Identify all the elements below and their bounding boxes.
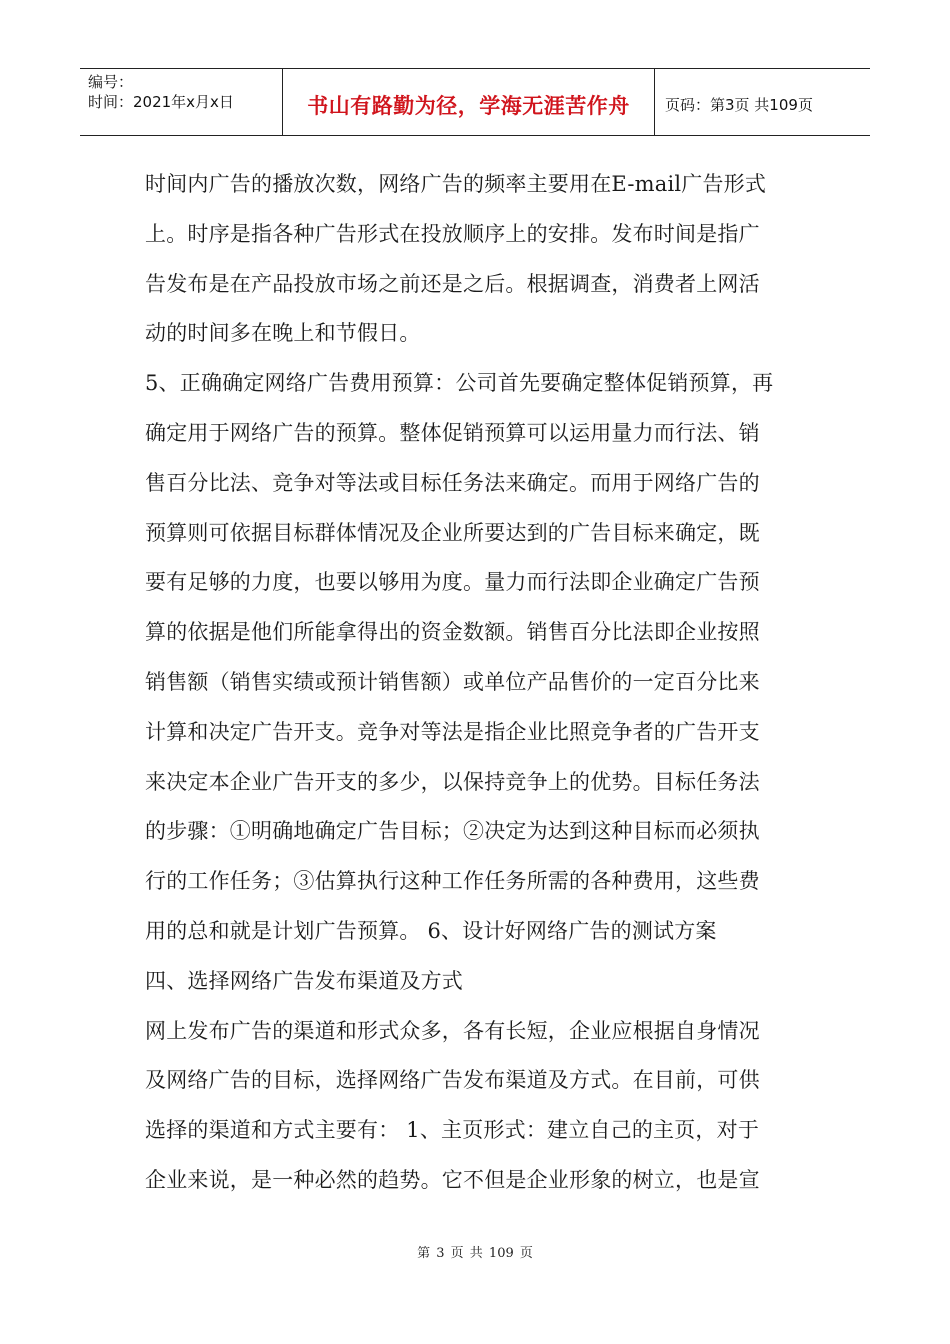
body-line: 企业来说，是一种必然的趋势。它不但是企业形象的树立，也是宣 <box>145 1167 760 1192</box>
body-line: 要有足够的力度，也要以够用为度。量力而行法即企业确定广告预 <box>145 570 760 595</box>
body-line: 时间内广告的播放次数，网络广告的频率主要用在E-mail广告形式 <box>145 172 767 196</box>
body-line: 告发布是在产品投放市场之前还是之后。根据调查，消费者上网活 <box>145 271 760 296</box>
body-line: 网上发布广告的渠道和形式众多，各有长短，企业应根据自身情况 <box>145 1018 760 1043</box>
body-line: 行的工作任务；③估算执行这种工作任务所需的各种费用，这些费 <box>145 869 760 894</box>
body-line: 计算和决定广告开支。竞争对等法是指企业比照竞争者的广告开支 <box>145 719 760 744</box>
body-line: 算的依据是他们所能拿得出的资金数额。销售百分比法即企业按照 <box>145 620 760 645</box>
header-motto: 书山有路勤为径，学海无涯苦作舟 <box>283 69 655 135</box>
page-header <box>80 68 870 136</box>
body-line: 确定用于网络广告的预算。整体促销预算可以运用量力而行法、销 <box>145 420 760 445</box>
page-footer: 第 3 页 共 109 页 <box>417 1246 533 1261</box>
body-line: 5、正确确定网络广告费用预算：公司首先要确定整体促销预算，再 <box>145 371 774 396</box>
body-line: 用的总和就是计划广告预算。 6、设计好网络广告的测试方案 <box>145 918 717 943</box>
body-line: 选择的渠道和方式主要有： 1、主页形式：建立自己的主页，对于 <box>145 1118 760 1143</box>
body-line: 来决定本企业广告开支的多少，以保持竞争上的优势。目标任务法 <box>145 769 760 794</box>
body-line: 及网络广告的目标，选择网络广告发布渠道及方式。在目前，可供 <box>145 1068 760 1093</box>
header-page-info: 页码：第3页 共109页 <box>665 95 813 114</box>
header-left-cell <box>80 69 283 135</box>
document-number-label: 编号： <box>88 73 134 91</box>
section-heading: 四、选择网络广告发布渠道及方式 <box>145 968 463 993</box>
body-line: 销售额（销售实绩或预计销售额）或单位产品售价的一定百分比来 <box>145 669 760 694</box>
body-line: 预算则可依据目标群体情况及企业所要达到的广告目标来确定，既 <box>145 520 760 545</box>
body-line: 上。时序是指各种广告形式在投放顺序上的安排。发布时间是指广 <box>145 221 760 246</box>
document-date-label: 时间：2021年x月x日 <box>88 93 234 111</box>
body-line: 动的时间多在晚上和节假日。 <box>145 321 421 346</box>
body-line: 的步骤：①明确地确定广告目标；②决定为达到这种目标而必须执 <box>145 819 760 844</box>
document-body <box>145 160 810 1206</box>
body-line: 售百分比法、竞争对等法或目标任务法来确定。而用于网络广告的 <box>145 470 760 495</box>
